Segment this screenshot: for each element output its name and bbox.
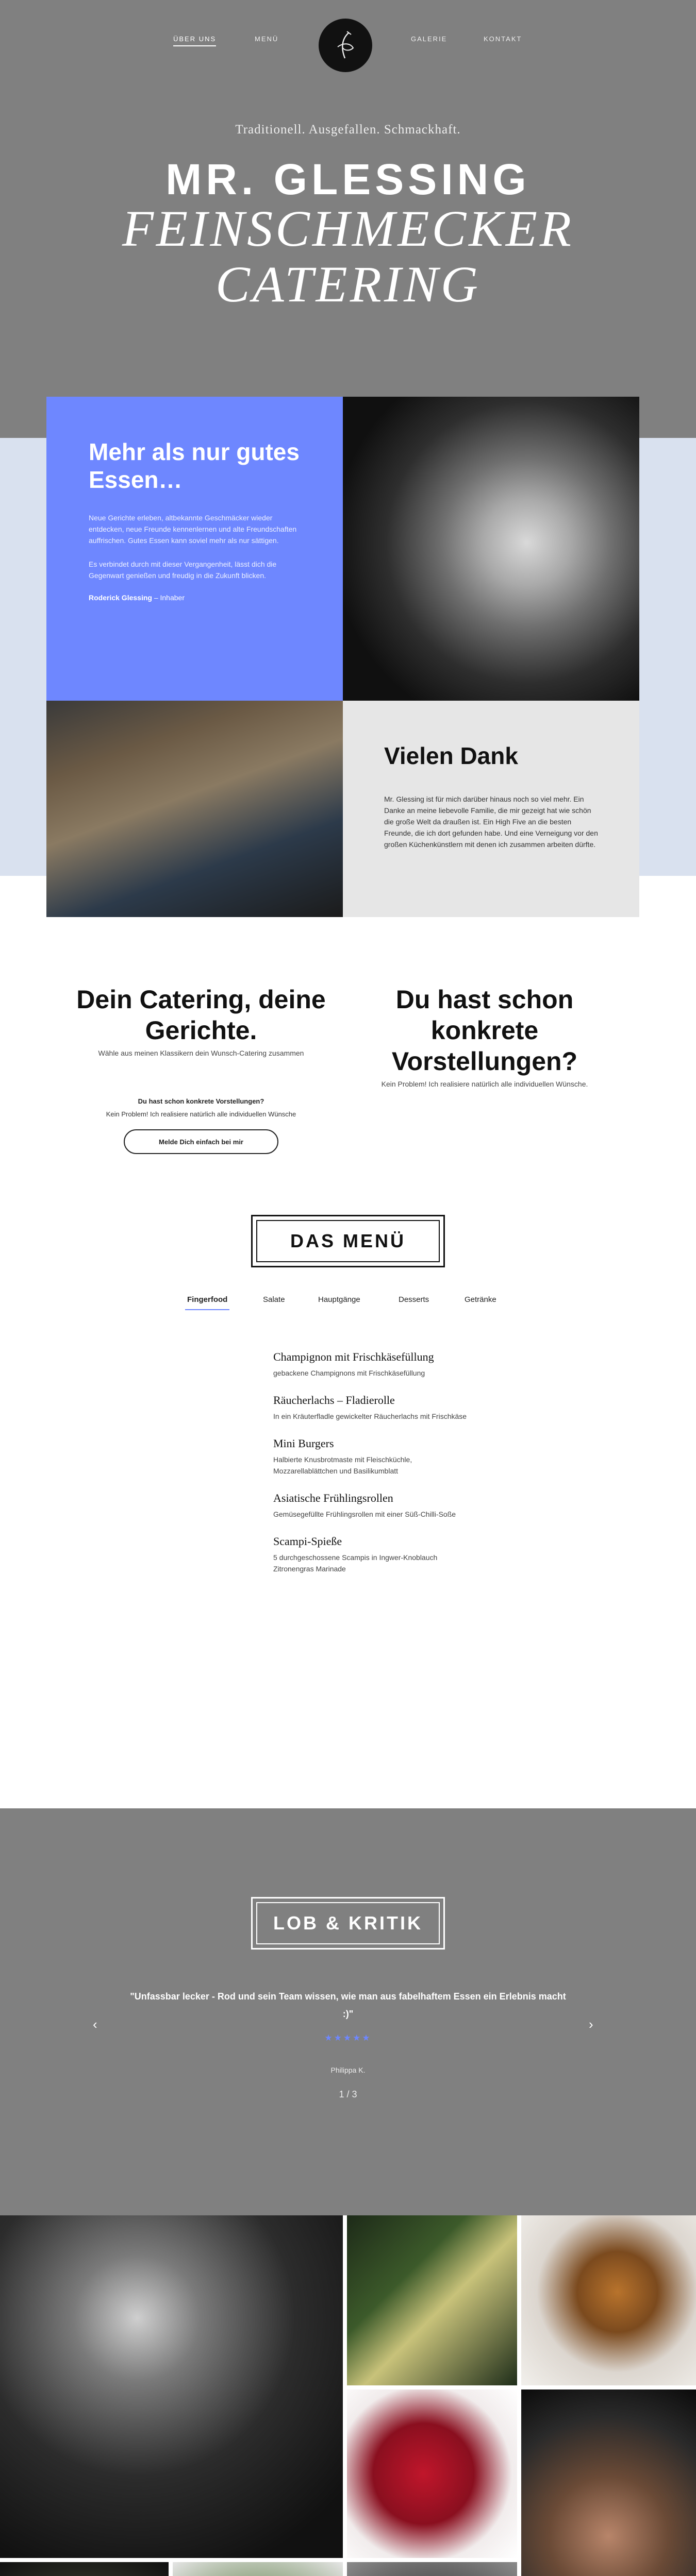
nav-link-menue[interactable]: MENÜ (255, 35, 279, 43)
owner-portrait-photo (343, 397, 639, 701)
thanks-card (343, 701, 639, 917)
tab-fingerfood[interactable]: Fingerfood (187, 1295, 228, 1304)
reviews-title: LOB & KRITIK (273, 1912, 423, 1934)
about-section (0, 438, 696, 953)
review-stars-icon: ★★★★★ (324, 2033, 372, 2043)
about-paragraph-2: Es verbindet durch mit dieser Vergangenheit, lässt dich die Gegenwart genießen und freudig in die Zukunft blicken. (89, 560, 277, 580)
signature-role: – Inhaber (154, 594, 185, 602)
reviews-title-box (251, 1897, 445, 1950)
gallery-section (0, 2215, 696, 2576)
thanks-text: Mr. Glessing ist für mich darüber hinaus noch so viel mehr. Ein Danke an meine liebevolle Familie, die mir gezeigt hat wie schön die große Welt da draußen ist. Ein High Five an die besten Freunde, die ich dort gefunden habe. Und eine Verneigung vor den großen Küchenkünstlern mit denen ich zusammen arbeiten dürfte. (384, 795, 598, 849)
hero-tagline: Traditionell. Ausgefallen. Schmackhaft. (235, 123, 461, 137)
catering-answer: Kein Problem! Ich realisiere natürlich alle individuellen Wünsche (106, 1110, 296, 1118)
menu-item (273, 1492, 469, 1520)
about-paragraph-1: Neue Gerichte erleben, altbekannte Geschmäcker wieder entdecken, neue Freunde kennenlernen und alte Freundschaften auffrischen. Gutes Essen kann soviel mehr als nur sättigen. (89, 514, 297, 545)
gallery-image-pancakes[interactable] (521, 2389, 696, 2576)
menu-item (273, 1394, 469, 1422)
menu-tabs (186, 1295, 516, 1316)
hero-subtitle (0, 201, 696, 312)
menu-item (273, 1351, 469, 1379)
tab-getraenke[interactable]: Getränke (465, 1295, 496, 1304)
gallery-image-grill[interactable] (0, 2215, 343, 2558)
tab-desserts[interactable]: Desserts (399, 1295, 429, 1304)
menu-item-desc: Halbierte Knusbrotmaste mit Fleischküchle, Mozzarellablättchen und Basilikumblatt (273, 1455, 412, 1475)
catering-right-title: Du hast schon konkrete Vorstellungen? (391, 985, 578, 1076)
menu-item-desc: Gemüsegefüllte Frühlingsrollen mit einer Süß-Chilli-Soße (273, 1510, 456, 1518)
thanks-heading: Vielen Dank (384, 742, 518, 769)
slider-next-arrow-icon[interactable]: › (589, 2016, 593, 2032)
hero-section (0, 0, 696, 438)
gallery-image-drinks[interactable] (347, 2215, 517, 2385)
menu-item-list (273, 1351, 469, 1590)
catering-left-title: Dein Catering, deine Gerichte. (76, 985, 326, 1045)
about-grid (46, 397, 639, 917)
slider-prev-arrow-icon[interactable]: ‹ (93, 2016, 97, 2032)
hero-name: MR. GLESSING (165, 155, 531, 204)
hero-subtitle-line2: CATERING (215, 256, 481, 313)
nav-link-galerie[interactable]: GALERIE (411, 35, 448, 43)
gallery-image-burger-plate[interactable] (347, 2562, 517, 2576)
tab-salate[interactable]: Salate (263, 1295, 285, 1304)
review-quote: "Unfassbar lecker - Rod und sein Team wissen, wie man aus fabelhaftem Essen ein Erlebnis macht :)" (130, 1991, 566, 2019)
tab-hauptgaenge[interactable]: Hauptgänge (318, 1295, 360, 1304)
logo-monogram-icon (327, 27, 363, 63)
about-intro-card (46, 397, 343, 701)
about-heading: Mehr als nur gutes Essen… (89, 438, 300, 493)
main-nav (0, 13, 696, 65)
gallery-image-burger[interactable] (521, 2215, 696, 2385)
menu-title: DAS MENÜ (290, 1230, 406, 1251)
review-author: Philippa K. (330, 2066, 366, 2074)
nav-link-ueber-uns[interactable]: ÜBER UNS (173, 35, 217, 43)
menu-section (0, 1190, 696, 1808)
menu-item-name: Scampi-Spieße (273, 1535, 342, 1548)
reviews-section (0, 1808, 696, 2215)
menu-title-box (251, 1215, 445, 1267)
about-signature (89, 594, 301, 602)
catering-question: Du hast schon konkrete Vorstellungen? (138, 1097, 264, 1105)
gallery-image-cherries[interactable] (347, 2389, 517, 2558)
menu-item-name: Mini Burgers (273, 1437, 334, 1450)
team-photo (46, 701, 343, 917)
catering-right-desc: Kein Problem! Ich realisiere natürlich alle individuellen Wünsche. (381, 1080, 588, 1088)
signature-name: Roderick Glessing (89, 594, 152, 602)
menu-item (273, 1535, 469, 1574)
nav-link-kontakt[interactable]: KONTAKT (484, 35, 522, 43)
menu-item-desc: 5 durchgeschossene Scampis in Ingwer-Knoblauch Zitronengras Marinade (273, 1553, 438, 1573)
menu-item-desc: In ein Kräuterfladle gewickelter Räucherlachs mit Frischkäse (273, 1412, 467, 1420)
menu-item-name: Champignon mit Frischkäsefüllung (273, 1350, 434, 1363)
catering-info-section (0, 953, 696, 1190)
contact-me-button[interactable]: Melde Dich einfach bei mir (124, 1129, 278, 1154)
menu-item-desc: gebackene Champignons mit Frischkäsefüllung (273, 1369, 425, 1377)
menu-item-name: Asiatische Frühlingsrollen (273, 1492, 393, 1504)
brand-logo[interactable] (319, 19, 372, 72)
menu-item-name: Räucherlachs – Fladierolle (273, 1394, 395, 1406)
catering-left-column (57, 984, 345, 1057)
gallery-image-pan-dish[interactable] (0, 2562, 169, 2576)
catering-right-column (340, 984, 629, 1088)
hero-subtitle-line1: FEINSCHMECKER (122, 200, 574, 257)
menu-item (273, 1437, 469, 1477)
catering-left-desc: Wähle aus meinen Klassikern dein Wunsch-Catering zusammen (98, 1049, 304, 1057)
gallery-image-salad-plates[interactable] (173, 2562, 343, 2576)
review-pagination: 1 / 3 (339, 2089, 357, 2099)
